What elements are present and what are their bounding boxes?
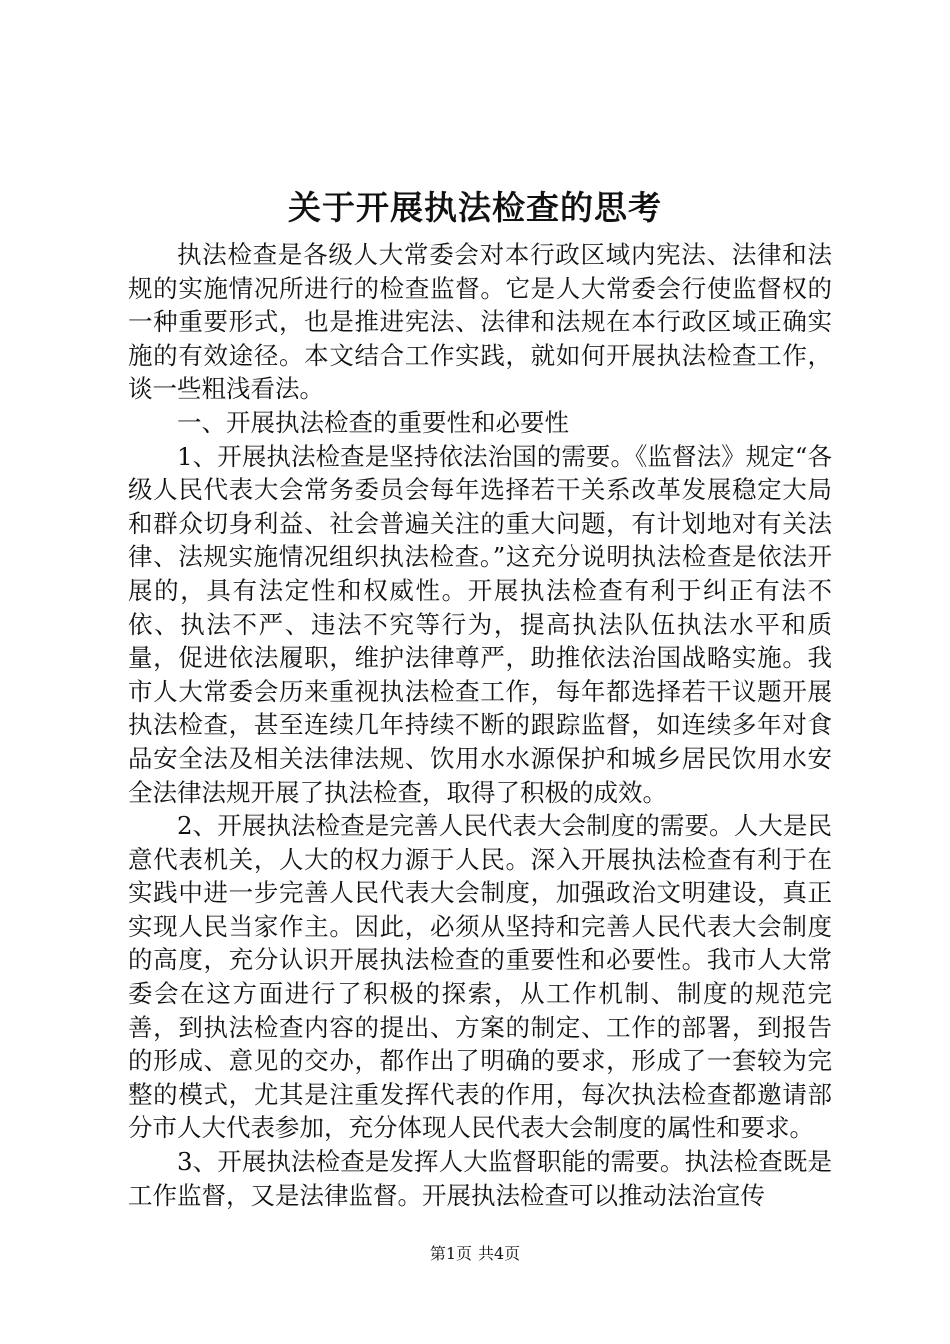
paragraph-point-2: 2、开展执法检查是完善人民代表大会制度的需要。人大是民意代表机关，人大的权力源于人民。深入开展执法检查有利于在实践中进一步完善人民代表大会制度，加强政治文明建设，真正实现人民当家作主。因此，必须从坚持和完善人民代表大会制度的高度，充分认识开展执法检查的重要性和必要性。我市人大常委会在这方面进行了积极的探索，从工作机制、制度的规范完善，到执法检查内容的提出、方案的制定、工作的部署，到报告的形成、意见的交办，都作出了明确的要求，形成了一套较为完整的模式，尤其是注重发挥代表的作用，每次执法检查都邀请部分市人大代表参加，充分体现人民代表大会制度的属性和要求。 — [128, 811, 832, 1143]
paragraph-point-1: 1、开展执法检查是坚持依法治国的需要。《监督法》规定“各级人民代表大会常务委员会每年选择若干关系改革发展稳定大局和群众切身利益、社会普遍关注的重大问题，有计划地对有关法律、法规实施情况组织执法检查。”这充分说明执法检查是依法开展的，具有法定性和权威性。开展执法检查有利于纠正有法不依、执法不严、违法不究等行为，提高执法队伍执法水平和质量，促进依法履职，维护法律尊严，助推依法治国战略实施。我市人大常委会历来重视执法检查工作，每年都选择若干议题开展执法检查，甚至连续几年持续不断的跟踪监督，如连续多年对食品安全法及相关法律法规、饮用水水源保护和城乡居民饮用水安全法律法规开展了执法检查，取得了积极的成效。 — [128, 441, 832, 807]
page-total: 共4页 — [478, 1244, 521, 1263]
page-number: 第1页 — [429, 1244, 472, 1263]
paragraph-intro: 执法检查是各级人大常委会对本行政区域内宪法、法律和法规的实施情况所进行的检查监督。它是人大常委会行使监督权的一种重要形式，也是推进宪法、法律和法规在本行政区域正确实施的有效途径。本文结合工作实践，就如何开展执法检查工作，谈一些粗浅看法。 — [128, 240, 832, 404]
document-title: 关于开展执法检查的思考 — [288, 188, 662, 227]
paragraph-point-3: 3、开展执法检查是发挥人大监督职能的需要。执法检查既是工作监督，又是法律监督。开展执法检查可以推动法治宣传 — [128, 1147, 832, 1210]
page-footer — [0, 1243, 950, 1265]
document-body — [128, 238, 832, 1212]
section-heading: 一、开展执法检查的重要性和必要性 — [177, 407, 569, 437]
